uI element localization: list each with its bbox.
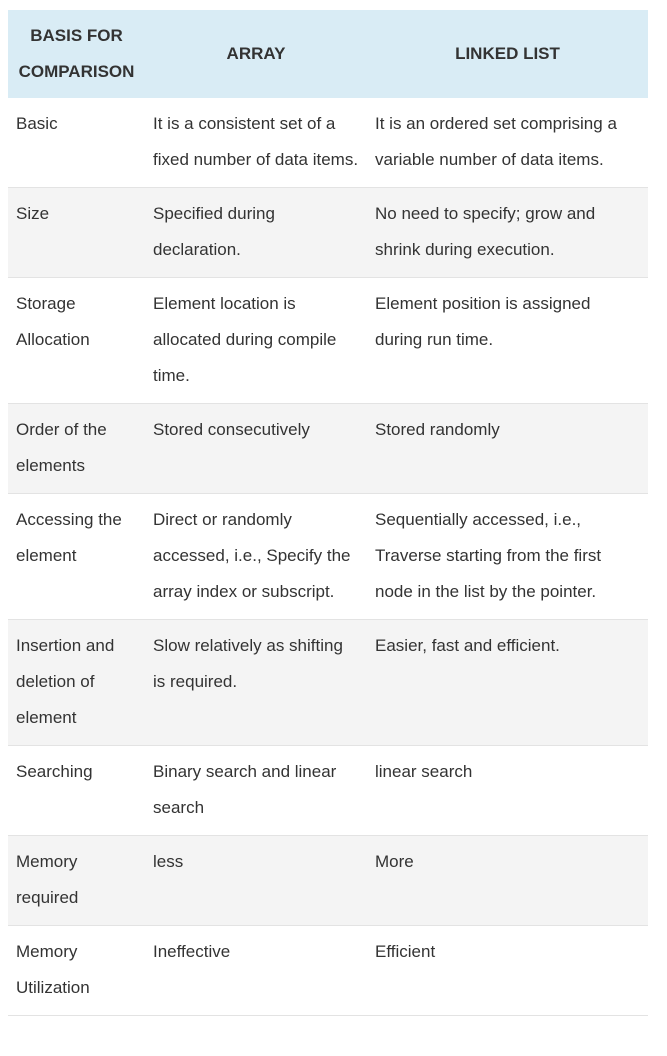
comparison-table <box>8 10 648 1016</box>
cell-basis: Accessing the element <box>8 494 145 620</box>
table-row <box>8 620 648 746</box>
header-basis-label: BASIS FOR COMPARISON <box>18 26 135 81</box>
cell-linked-list: Stored randomly <box>367 404 648 494</box>
cell-array: Ineffective <box>145 926 367 1016</box>
cell-linked-list: Element position is assigned during run time. <box>367 278 648 404</box>
table-header <box>8 10 648 98</box>
cell-linked-list: Sequentially accessed, i.e., Traverse starting from the first node in the list by the pointer. <box>367 494 648 620</box>
header-row <box>8 10 648 98</box>
cell-array: Direct or randomly accessed, i.e., Specify the array index or subscript. <box>145 494 367 620</box>
cell-basis: Basic <box>8 98 145 188</box>
cell-linked-list: More <box>367 836 648 926</box>
cell-array: less <box>145 836 367 926</box>
cell-array: Slow relatively as shifting is required. <box>145 620 367 746</box>
cell-linked-list: No need to specify; grow and shrink during execution. <box>367 188 648 278</box>
cell-linked-list: Easier, fast and efficient. <box>367 620 648 746</box>
cell-basis: Insertion and deletion of element <box>8 620 145 746</box>
table-row <box>8 278 648 404</box>
header-array: ARRAY <box>145 10 367 98</box>
cell-basis: Storage Allocation <box>8 278 145 404</box>
cell-array: Stored consecutively <box>145 404 367 494</box>
cell-basis: Searching <box>8 746 145 836</box>
cell-basis: Order of the elements <box>8 404 145 494</box>
table-row <box>8 404 648 494</box>
cell-array: Element location is allocated during compile time. <box>145 278 367 404</box>
table-row <box>8 494 648 620</box>
cell-linked-list: linear search <box>367 746 648 836</box>
cell-linked-list: It is an ordered set comprising a variable number of data items. <box>367 98 648 188</box>
cell-array: Binary search and linear search <box>145 746 367 836</box>
cell-array: It is a consistent set of a fixed number of data items. <box>145 98 367 188</box>
cell-linked-list: Efficient <box>367 926 648 1016</box>
table-row <box>8 746 648 836</box>
cell-basis: Memory Utilization <box>8 926 145 1016</box>
comparison-table-container <box>8 10 648 1016</box>
table-body <box>8 98 648 1016</box>
table-row <box>8 188 648 278</box>
cell-basis: Size <box>8 188 145 278</box>
table-row <box>8 98 648 188</box>
cell-basis: Memory required <box>8 836 145 926</box>
table-row <box>8 926 648 1016</box>
table-row <box>8 836 648 926</box>
header-linked-list: LINKED LIST <box>367 10 648 98</box>
header-basis <box>8 10 145 98</box>
cell-array: Specified during declaration. <box>145 188 367 278</box>
